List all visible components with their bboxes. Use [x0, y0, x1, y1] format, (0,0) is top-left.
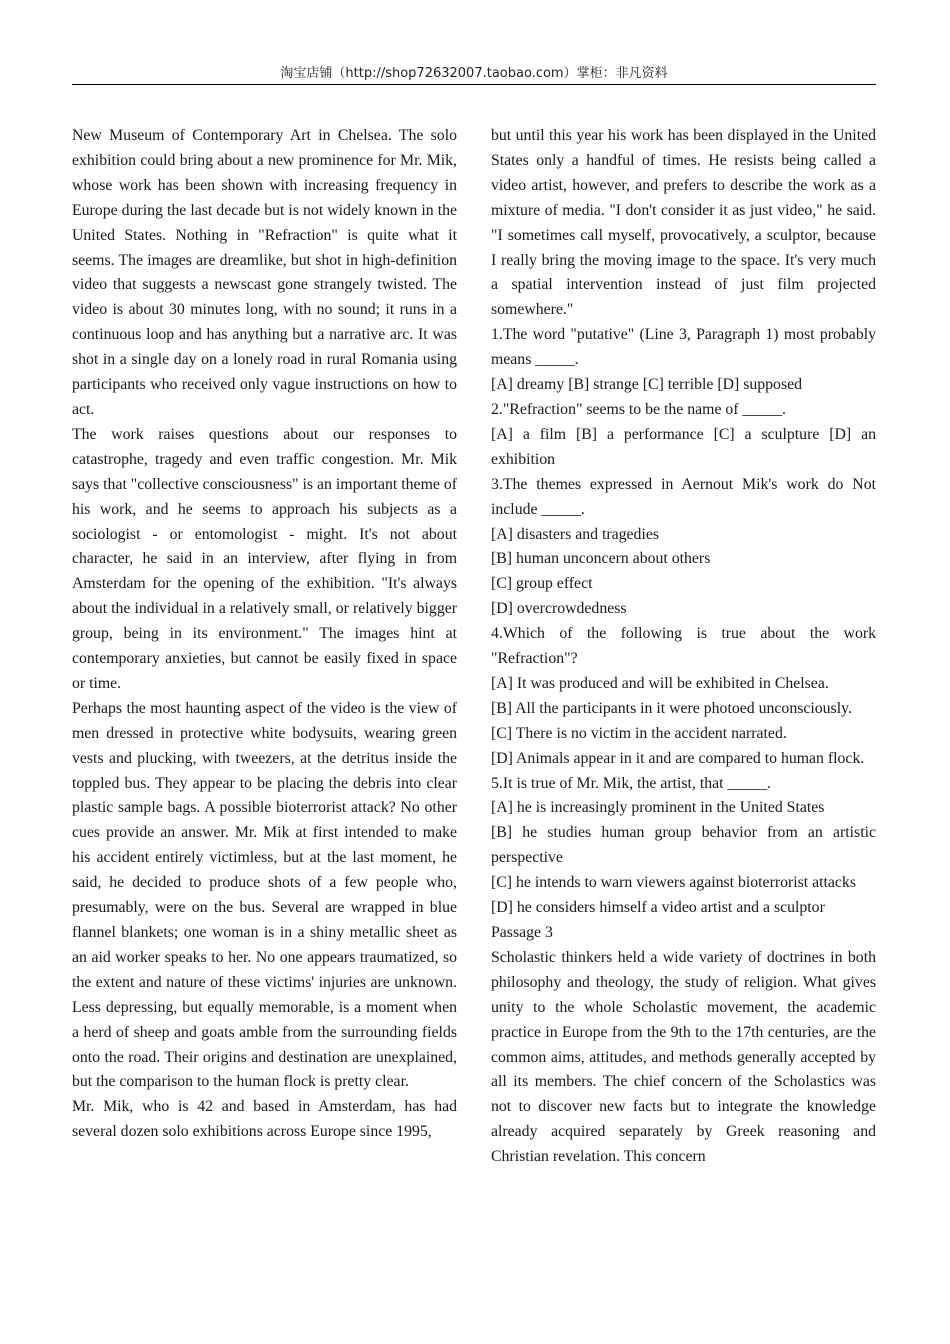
question-5-option-a: [A] he is increasingly prominent in the United States [491, 799, 825, 817]
question-4-option-b: [B] All the participants in it were photoed unconsciously. [491, 699, 852, 717]
question-1: 1.The word "putative" (Line 3, Paragraph 1) most probably means _____. [491, 326, 876, 369]
question-4-option-c: [C] There is no victim in the accident narrated. [491, 724, 787, 742]
question-5: 5.It is true of Mr. Mik, the artist, that _____. [491, 774, 771, 792]
question-3-option-a: [A] disasters and tragedies [491, 525, 660, 543]
question-3-option-b: [B] human unconcern about others [491, 550, 711, 568]
paragraph: The work raises questions about our responses to catastrophe, tragedy and even traffic congestion. Mr. Mik says that "collective consciousness" is an important theme of his work, and he seems to approach his subjects as a sociologist - or entomologist - might. It's not about character, he said in an interview, after flying in from Amsterdam for the opening of the exhibition. "It's always about the individual in a relatively small, or relatively bigger group, being in its environment." The images hint at contemporary anxieties, but cannot be easily fixed in space or time. [72, 425, 457, 692]
question-1-options: [A] dreamy [B] strange [C] terrible [D] supposed [491, 376, 803, 394]
question-4-option-d: [D] Animals appear in it and are compared to human flock. [491, 749, 865, 767]
question-4-option-a: [A] It was produced and will be exhibited in Chelsea. [491, 674, 829, 692]
question-4: 4.Which of the following is true about the work "Refraction"? [491, 625, 876, 668]
paragraph: New Museum of Contemporary Art in Chelsea. The solo exhibition could bring about a new prominence for Mr. Mik, whose work has been shown with increasing frequency in Europe during the last decade but is not widely known in the United States. Nothing in "Refraction" is quite what it seems. The images are dreamlike, but shot in high-definition video that suggests a newscast gone strangely twisted. The video is about 30 minutes long, with no sound; it runs in a continuous loop and has anything but a narrative arc. It was shot in a single day on a lonely road in rural Romania using participants who received only vague instructions on how to act. [72, 127, 457, 418]
paragraph: Perhaps the most haunting aspect of the video is the view of men dressed in protective white bodysuits, wearing green vests and plucking, with tweezers, at the detritus inside the toppled bus. They appear to be placing the debris into clear plastic sample bags. A possible bioterrorist attack? No other cues provide an answer. Mr. Mik at first intended to make his accident entirely victimless, but at the last moment, he said, he decided to produce shots of a few people who, presumably, were on the bus. Several are wrapped in blue flannel blankets; one woman is in a shiny metallic sheet as an aid worker speaks to her. No one appears traumatized, so the extent and nature of these victims' injuries are unknown. Less depressing, but equally memorable, is a moment when a herd of sheep and goats amble from the surrounding fields onto the road. Their origins and destination are unexplained, but the comparison to the human flock is pretty clear. [72, 699, 457, 1091]
question-3-option-c: [C] group effect [491, 575, 593, 593]
passage-heading: Passage 3 [491, 924, 553, 941]
question-5-option-b: [B] he studies human group behavior from an artistic perspective [491, 824, 876, 867]
paragraph: Mr. Mik, who is 42 and based in Amsterdam, has had several dozen solo exhibitions across Europe since 1995, [72, 1098, 457, 1141]
paragraph: Scholastic thinkers held a wide variety of doctrines in both philosophy and theology, the study of religion. What gives unity to the whole Scholastic movement, the academic practice in Europe from the 9th to the 17th centuries, are the common aims, attitudes, and methods generally accepted by all its members. The chief concern of the Scholastics was not to discover new facts but to integrate the knowledge already acquired separately by Greek reasoning and Christian revelation. This concern [491, 948, 876, 1166]
page-header: 淘宝店铺（http://shop72632007.taobao.com）掌柜：非凡资料 [72, 64, 876, 85]
question-3-option-d: [D] overcrowdedness [491, 600, 627, 618]
question-2: 2."Refraction" seems to be the name of _____. [491, 400, 786, 418]
right-column [491, 124, 876, 1170]
question-5-option-c: [C] he intends to warn viewers against bioterrorist attacks [491, 874, 856, 892]
question-5-option-d: [D] he considers himself a video artist and a sculptor [491, 899, 825, 917]
left-column [72, 124, 457, 1145]
question-3: 3.The themes expressed in Aernout Mik's work do Not include _____. [491, 475, 876, 518]
paragraph: but until this year his work has been displayed in the United States only a handful of times. He resists being called a video artist, however, and prefers to describe the work as a mixture of media. "I don't consider it as just video," he said. "I sometimes call myself, provocatively, a sculptor, because I really bring the moving image to the space. It's very much a spatial intervention instead of just film projected somewhere." [491, 127, 876, 319]
question-2-options: [A] a film [B] a performance [C] a sculpture [D] an exhibition [491, 425, 876, 468]
